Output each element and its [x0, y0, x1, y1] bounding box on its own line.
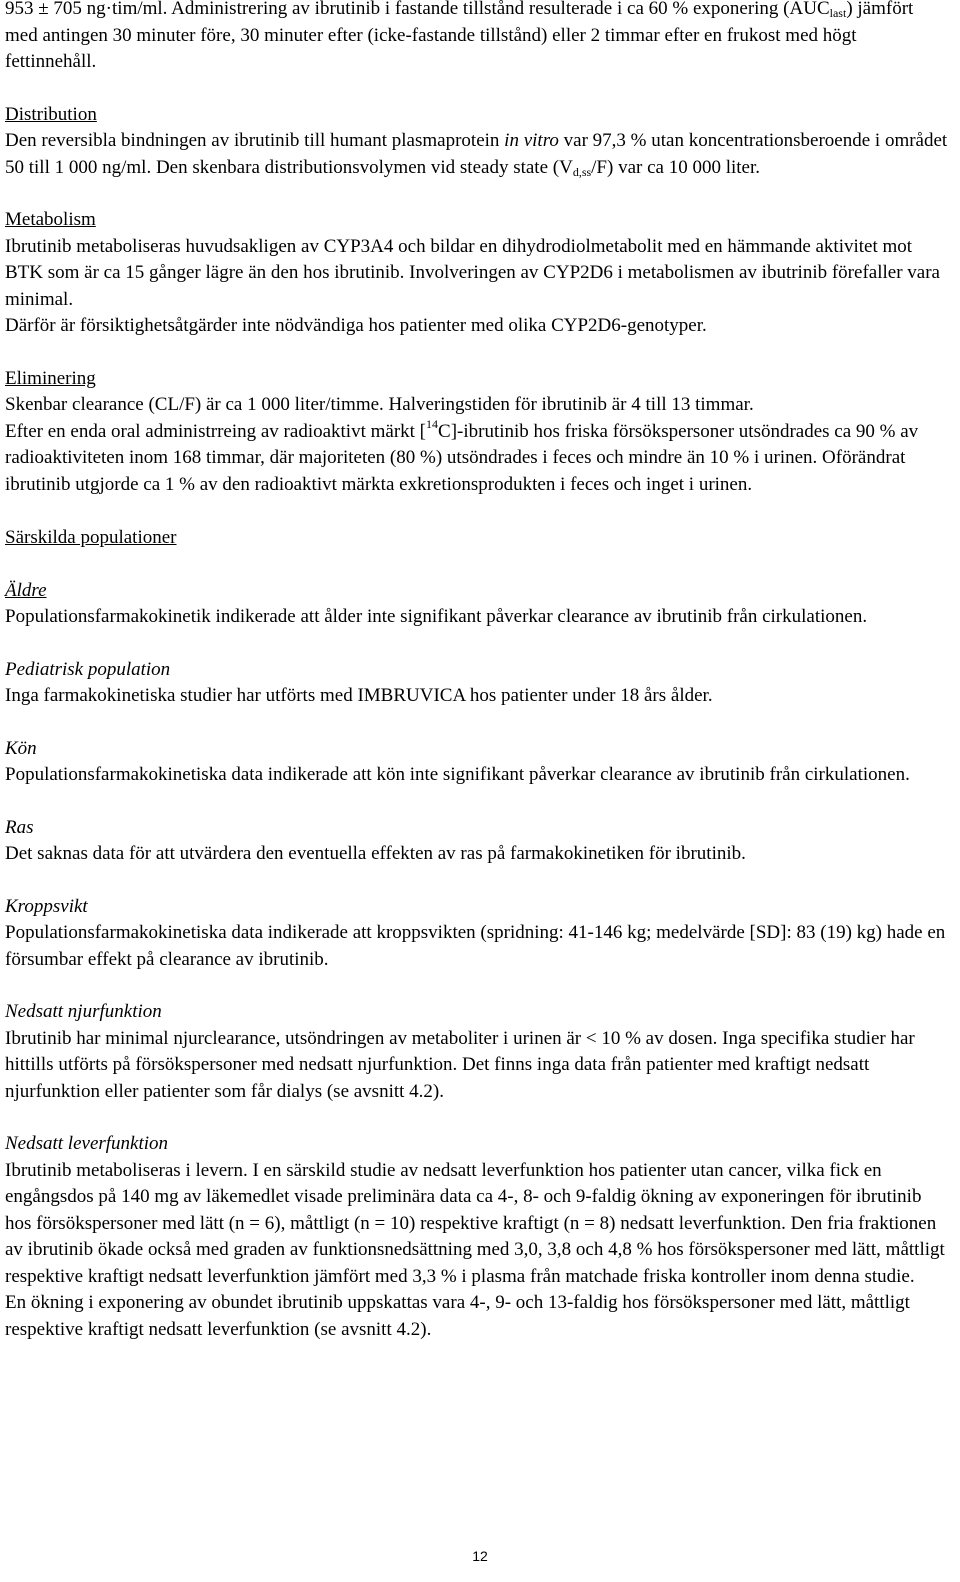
hepatic-text-2: En ökning i exponering av obundet ibrutinib uppskattas vara 4-, 9- och 13-faldig hos försökspersoner med lätt, måttligt respektive kraftigt nedsatt leverfunktion (se avsnitt 4.2). — [5, 1292, 910, 1340]
pediatric-heading: Pediatrisk population — [5, 658, 171, 680]
gender-heading: Kön — [5, 737, 37, 759]
renal-heading: Nedsatt njurfunktion — [5, 1001, 162, 1022]
hepatic-text: Ibrutinib metaboliseras i levern. I en särskild studie av nedsatt leverfunktion hos patienter utan cancer, vilka fick en engångsdos på 140 mg av läkemedlet visade preliminära data ca 4-, 8- och 9-faldig ökning av exponeringen för ibrutinib hos försökspersoner med lätt (n = 6), måttligt (n = 10) respektive kraftigt (n = 8) nedsatt leverfunktion. Den fria fraktionen av ibrutinib ökade också med graden av funktionsnedsättning med 3,0, 3,8 och 4,8 % hos försökspersoner med lätt, måttligt respektive kraftigt nedsatt leverfunktion jämfört med 3,3 % i plasma från matchade friska kontroller inom denna studie. — [5, 1159, 945, 1287]
renal-text: Ibrutinib har minimal njurclearance, utsöndringen av metaboliter i urinen är < 10 % av dosen. Inga specifika studier har hittills utförts på försökspersoner med nedsatt njurfunktion. Det finns inga data från patienter med kraftigt nedsatt njurfunktion eller patienter som får dialys (se avsnitt 4.2). — [5, 1027, 915, 1102]
distribution-heading: Distribution — [5, 103, 97, 125]
body-weight-heading: Kroppsvikt — [5, 895, 88, 917]
elimination-text-2: Efter en enda oral administrreing av radioaktivt märkt [$^{14}$C]-ibrutinib hos friska försökspersoner utsöndrades ca 90 % av radioaktiviteten inom 168 timmar, där majoriteten (80 %) utsöndrades i feces och mindre än 10 % i urinen. Oförändrat ibrutinib utgjorde ca 1 % av den radioaktivt märkta exkretionsprodukten i feces och inget i urinen. — [5, 416, 919, 495]
elderly-text: Populationsfarmakokinetik indikerade att ålder inte signifikant påverkar clearance av ibrutinib från cirkulationen. — [5, 606, 868, 627]
elderly-heading: Äldre — [5, 579, 47, 601]
race-text: Det saknas data för att utvärdera den eventuella effekten av ras på farmakokinetiken för ibrutinib. — [5, 843, 746, 864]
race-heading: Ras — [5, 816, 34, 838]
elimination-heading: Eliminering — [5, 367, 96, 389]
hepatic-heading: Nedsatt leverfunktion — [5, 1133, 169, 1154]
pediatric-text: Inga farmakokinetiska studier har utförts med IMBRUVICA hos patienter under 18 års ålder. — [5, 685, 713, 706]
intro-paragraph: 953 ± 705 ng·tim/ml. Administrering av ibrutinib i fastande tillstånd resulterade i ca 60 % exponering $(AUC_{last})$ jämfört med antingen 30 minuter före, 30 minuter efter (icke-fastande tillstånd) eller 2 timmar efter en frukost med högt fettinnehåll. — [5, 0, 914, 72]
document-page — [5, 0, 950, 1343]
special-populations-heading: Särskilda populationer — [5, 527, 177, 548]
gender-text: Populationsfarmakokinetiska data indikerade att kön inte signifikant påverkar clearance av ibrutinib från cirkulationen. — [5, 764, 910, 785]
body-weight-text: Populationsfarmakokinetiska data indikerade att kroppsvikten (spridning: 41-146 kg; medelvärde [SD]: 83 (19) kg) hade en försumbar effekt på clearance av ibrutinib. — [5, 922, 946, 970]
metabolism-text: Ibrutinib metaboliseras huvudsakligen av CYP3A4 och bildar en dihydrodiolmetabolit med en hämmande aktivitet mot BTK som är ca 15 gånger lägre än den hos ibrutinib. Involveringen av CYP2D6 i metabolismen av ibutrinib förefaller vara minimal. — [5, 235, 940, 310]
metabolism-text-2: Därför är försiktighetsåtgärder inte nödvändiga hos patienter med olika CYP2D6-genotyper. — [5, 315, 707, 336]
page-number: 12 — [472, 1548, 488, 1564]
distribution-text: Den reversibla bindningen av ibrutinib till humant plasmaprotein in vitro var 97,3 % utan koncentrationsberoende i området 50 till 1 000 ng/ml. Den skenbara distributionsvolymen vid steady state $(V_{d,ss}/F)$ var ca 10 000 liter. — [5, 130, 948, 179]
metabolism-heading: Metabolism — [5, 209, 96, 230]
elimination-text-1: Skenbar clearance (CL/F) är ca 1 000 liter/timme. Halveringstiden för ibrutinib är 4 till 13 timmar. — [5, 394, 754, 415]
